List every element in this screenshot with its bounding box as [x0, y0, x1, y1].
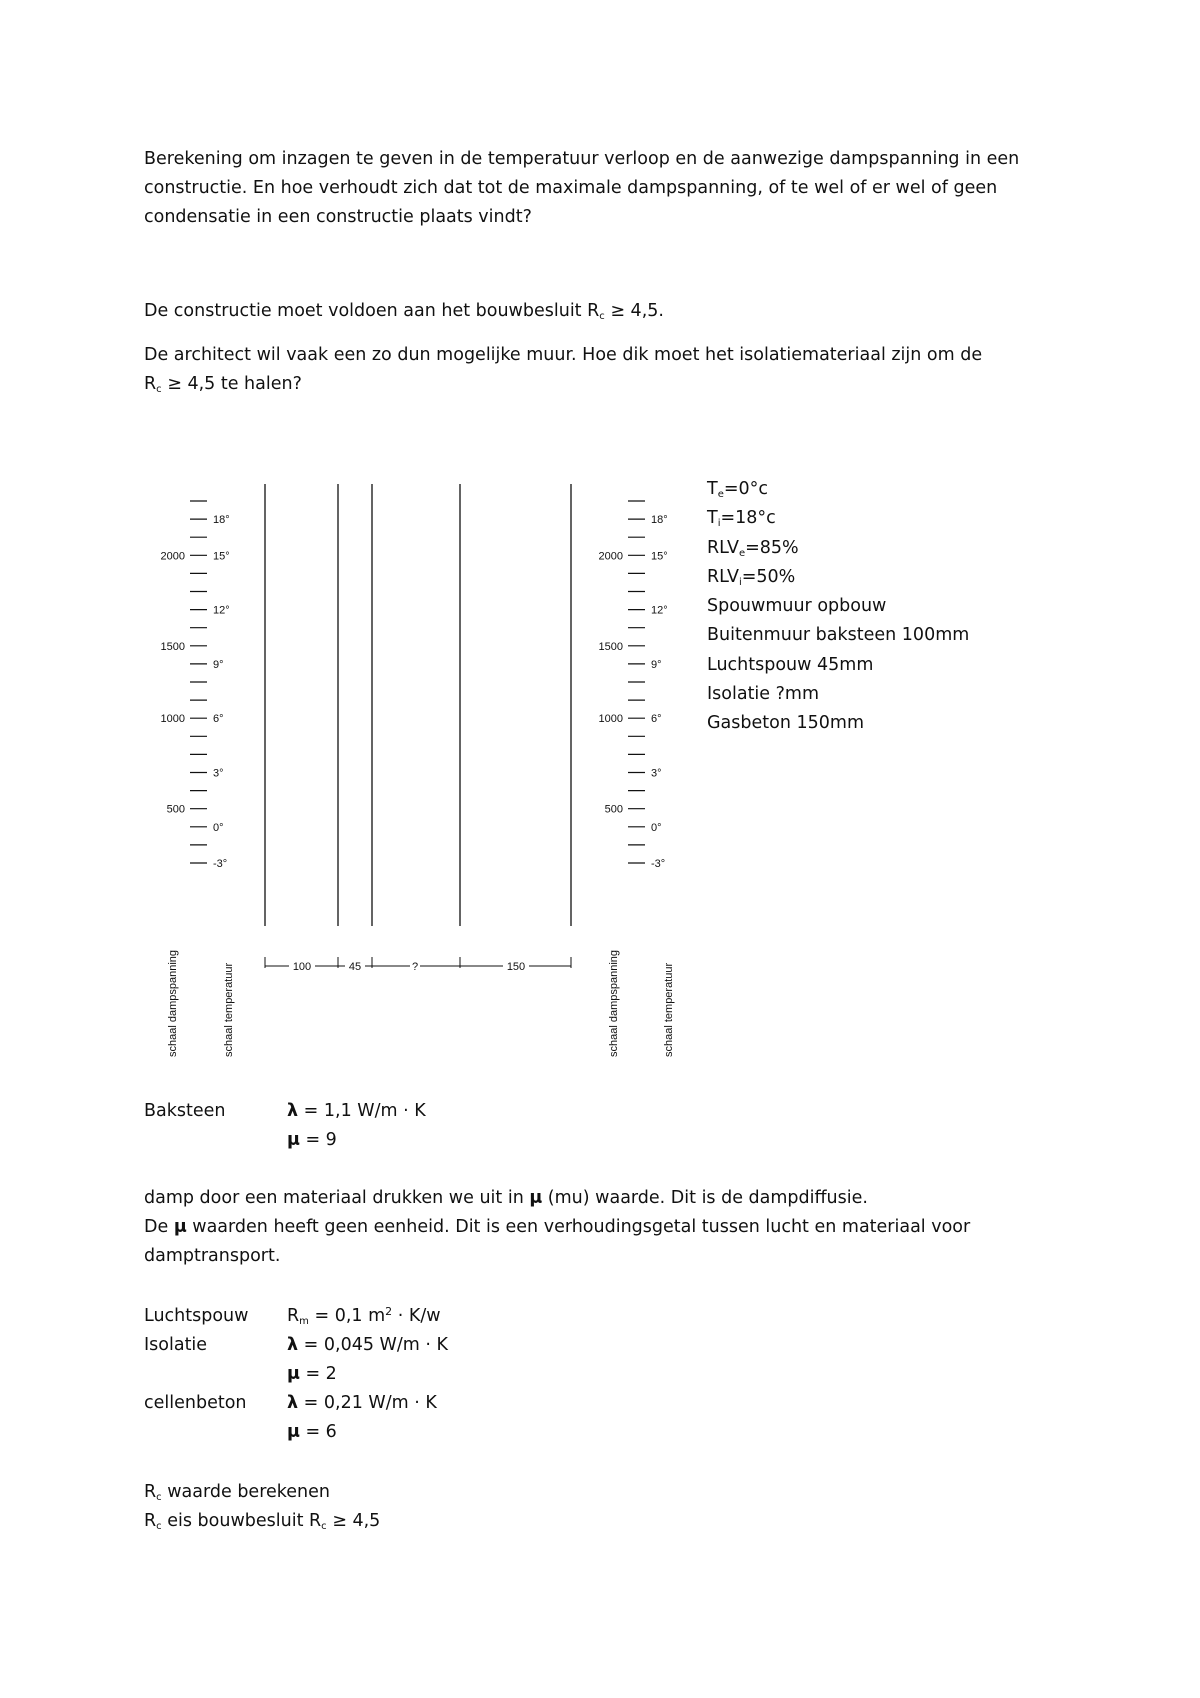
right-temperature-label: 15°	[651, 550, 668, 563]
rc-line-2: $R_c$ eis bouwbesluit $R_c \ge 4,5$	[144, 1511, 381, 1532]
right-temperature-label: 12°	[651, 604, 668, 617]
question-sub: c	[156, 384, 162, 395]
right-pressure-label: 1500	[598, 640, 623, 653]
buildup-layer-3: Isolatie ?mm	[707, 684, 820, 705]
left-pressure-label: 500	[166, 803, 185, 816]
spouw-rm: $R_m = 0,1$ $m^2 \cdot K/w$	[287, 1305, 441, 1327]
right-caption-pressure: schaal dampspanning	[608, 949, 620, 1057]
right-temperature-label: 6°	[651, 713, 662, 726]
left-caption-pressure: schaal dampspanning	[167, 949, 179, 1057]
right-temperature-label: -3°	[651, 858, 666, 870]
left-pressure-label: 1000	[160, 713, 185, 726]
left-pressure-label: 2000	[160, 550, 185, 563]
left-temperature-label: 15°	[213, 550, 230, 563]
right-scale	[599, 501, 668, 870]
cellenbeton-label: cellenbeton	[144, 1393, 247, 1413]
left-temperature-label: 18°	[213, 514, 230, 527]
right-temperature-label: 9°	[651, 658, 662, 671]
left-scale	[161, 501, 230, 870]
dim-label-concrete: 150	[506, 961, 526, 973]
left-temperature-label: 6°	[213, 713, 224, 726]
intro-line-2: constructie. En hoe verhoudt zich dat tot de maximale dampspanning, of te wel of er wel of geen	[144, 178, 998, 198]
question-r: R	[144, 374, 157, 394]
right-caption-temp: schaal temperatuur	[663, 962, 675, 1057]
requirement-text: De constructie moet voldoen aan het bouwbesluit R	[144, 301, 600, 321]
left-temperature-label: 12°	[213, 604, 230, 617]
conditions-list	[707, 475, 969, 739]
dim-label-insulation: ?	[411, 961, 419, 973]
isolatie-label: Isolatie	[144, 1335, 208, 1355]
right-temperature-label: 18°	[651, 514, 668, 527]
rc-paragraph	[144, 1478, 380, 1536]
dim-label-brick: 100	[292, 961, 312, 973]
diffusion-paragraph	[144, 1184, 970, 1271]
left-pressure-label: 1500	[160, 640, 185, 653]
diffusion-line-1: damp door een materiaal drukken we uit in μ (mu) waarde. Dit is de dampdiffusie.	[144, 1188, 868, 1208]
rlvi-line: $RLV_i=50\%$	[707, 566, 796, 588]
intro-line-1: Berekening om inzagen te geven in de temperatuur verloop en de aanwezige dampspanning in een	[144, 149, 1020, 169]
baksteen-lambda: λ = 1,1 W/m · K	[287, 1101, 426, 1121]
diffusion-line-2: De μ waarden heeft geen eenheid. Dit is een verhoudingsgetal tussen lucht en materiaal voor	[144, 1217, 971, 1237]
left-temperature-label: 9°	[213, 658, 224, 671]
question-line-1: De architect wil vaak een zo dun mogelijke muur. Hoe dik moet het isolatiemateriaal zijn om de	[144, 345, 983, 365]
buildup-layer-4: Gasbeton 150mm	[707, 713, 864, 734]
te-line: $T_e=0^\circ c$	[707, 479, 769, 500]
rc-line-1: $R_c$ waarde berekenen	[144, 1482, 330, 1503]
right-pressure-label: 500	[604, 803, 623, 816]
right-temperature-label: 0°	[651, 821, 662, 834]
cellenbeton-lambda: λ = 0,21 W/m · K	[287, 1393, 437, 1413]
baksteen-mu: μ = 9	[287, 1130, 337, 1150]
isolatie-mu: μ = 2	[287, 1364, 337, 1384]
right-pressure-label: 2000	[598, 550, 623, 563]
isolatie-lambda: λ = 0,045 W/m · K	[287, 1335, 448, 1355]
question-rest: ≥ 4,5 te halen?	[161, 374, 302, 394]
intro-line-3: condensatie in een constructie plaats vindt?	[144, 207, 532, 227]
left-temperature-label: 3°	[213, 767, 224, 780]
requirement-sub: c	[599, 311, 605, 322]
left-temperature-label: 0°	[213, 821, 224, 834]
right-pressure-label: 1000	[598, 713, 623, 726]
left-temperature-label: -3°	[213, 858, 228, 870]
dim-label-cavity: 45	[348, 961, 362, 973]
buildup-layer-2: Luchtspouw 45mm	[707, 654, 874, 675]
buildup-layer-1: Buitenmuur baksteen 100mm	[707, 625, 970, 646]
baksteen-label: Baksteen	[144, 1101, 226, 1121]
diffusion-line-3: damptransport.	[144, 1246, 281, 1266]
spouw-label: Luchtspouw	[144, 1306, 249, 1326]
requirement-rest: ≥ 4,5.	[604, 301, 664, 321]
buildup-heading: Spouwmuur opbouw	[707, 596, 887, 617]
rlve-line: $RLV_e=85\%$	[707, 537, 799, 559]
right-temperature-label: 3°	[651, 767, 662, 780]
cellenbeton-mu: μ = 6	[287, 1422, 337, 1442]
left-caption-temp: schaal temperatuur	[223, 962, 235, 1057]
ti-line: $T_i=18^\circ c$	[707, 508, 776, 530]
